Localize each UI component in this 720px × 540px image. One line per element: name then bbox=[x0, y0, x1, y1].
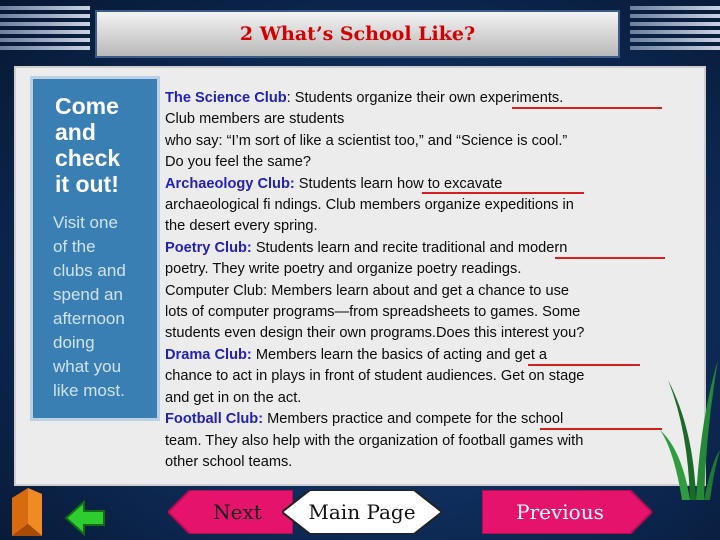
left-arrow-icon bbox=[66, 502, 104, 534]
text-line: and get in on the act. bbox=[165, 389, 302, 406]
football-club-line-1: Football Club: Members practice and compete for the school bbox=[165, 411, 564, 428]
sidebar-heading: Come and check it out! bbox=[55, 93, 121, 197]
text-line: other school teams. bbox=[165, 453, 293, 470]
text-line: Club members are students bbox=[165, 111, 345, 128]
next-label: Next bbox=[213, 500, 262, 524]
club-label: Drama Club: bbox=[165, 346, 252, 363]
next-button[interactable] bbox=[168, 490, 293, 534]
text-line: lots of computer programs—from spreadsheets to games. Some bbox=[165, 304, 581, 321]
text-line: Do you feel the same? bbox=[165, 154, 312, 171]
blank-underline bbox=[528, 364, 640, 366]
blank-underline bbox=[512, 107, 662, 109]
main-page-button[interactable] bbox=[282, 490, 442, 534]
computer-club-line-1: Computer Club: Members learn about and get a chance to use bbox=[165, 282, 569, 299]
text-line: who say: “I’m sort of like a scientist too,” and “Science is cool.” bbox=[165, 132, 568, 149]
text-line: the desert every spring. bbox=[165, 218, 318, 235]
poetry-club-line-1: Poetry Club: Students learn and recite traditional and modern bbox=[165, 239, 568, 256]
blank-underline bbox=[422, 192, 584, 194]
sidebar-subtext: Visit one of the clubs and spend an afternoon doing what you like most. bbox=[53, 213, 126, 400]
text-line: students even design their own programs.Does this interest you? bbox=[165, 325, 585, 342]
grass-decoration bbox=[660, 340, 720, 500]
club-label: Football Club: bbox=[165, 411, 264, 428]
back-home-button[interactable] bbox=[6, 484, 116, 538]
club-label: Archaeology Club: bbox=[165, 175, 295, 192]
text-line: archaeological fi ndings. Club members organize expeditions in bbox=[165, 197, 574, 214]
archaeology-club-line-1: Archaeology Club: Students learn how to excavate bbox=[165, 175, 503, 192]
left-decor-stripes bbox=[0, 6, 90, 56]
club-label: Poetry Club: bbox=[165, 239, 252, 256]
text-line: chance to act in plays in front of student audiences. Get on stage bbox=[165, 368, 585, 385]
title-bar bbox=[95, 10, 620, 58]
page-title: 2 What’s School Like? bbox=[239, 23, 476, 45]
club-label: The Science Club bbox=[165, 90, 287, 106]
text-line: poetry. They write poetry and organize poetry readings. bbox=[165, 261, 522, 278]
drama-club-line-1: Drama Club: Members learn the basics of acting and get a bbox=[165, 346, 548, 363]
blank-underline bbox=[555, 257, 665, 259]
club-descriptions bbox=[165, 88, 690, 473]
text-line: team. They also help with the organization of football games with bbox=[165, 432, 584, 449]
main-page-label: Main Page bbox=[308, 500, 416, 524]
info-sidebar bbox=[30, 76, 160, 421]
previous-label: Previous bbox=[516, 500, 604, 524]
previous-button[interactable] bbox=[482, 490, 652, 534]
right-decor-stripes bbox=[630, 6, 720, 56]
science-club-line-1: The Science Club: Students organize their own experiments. bbox=[165, 90, 564, 106]
blank-underline bbox=[540, 428, 662, 430]
